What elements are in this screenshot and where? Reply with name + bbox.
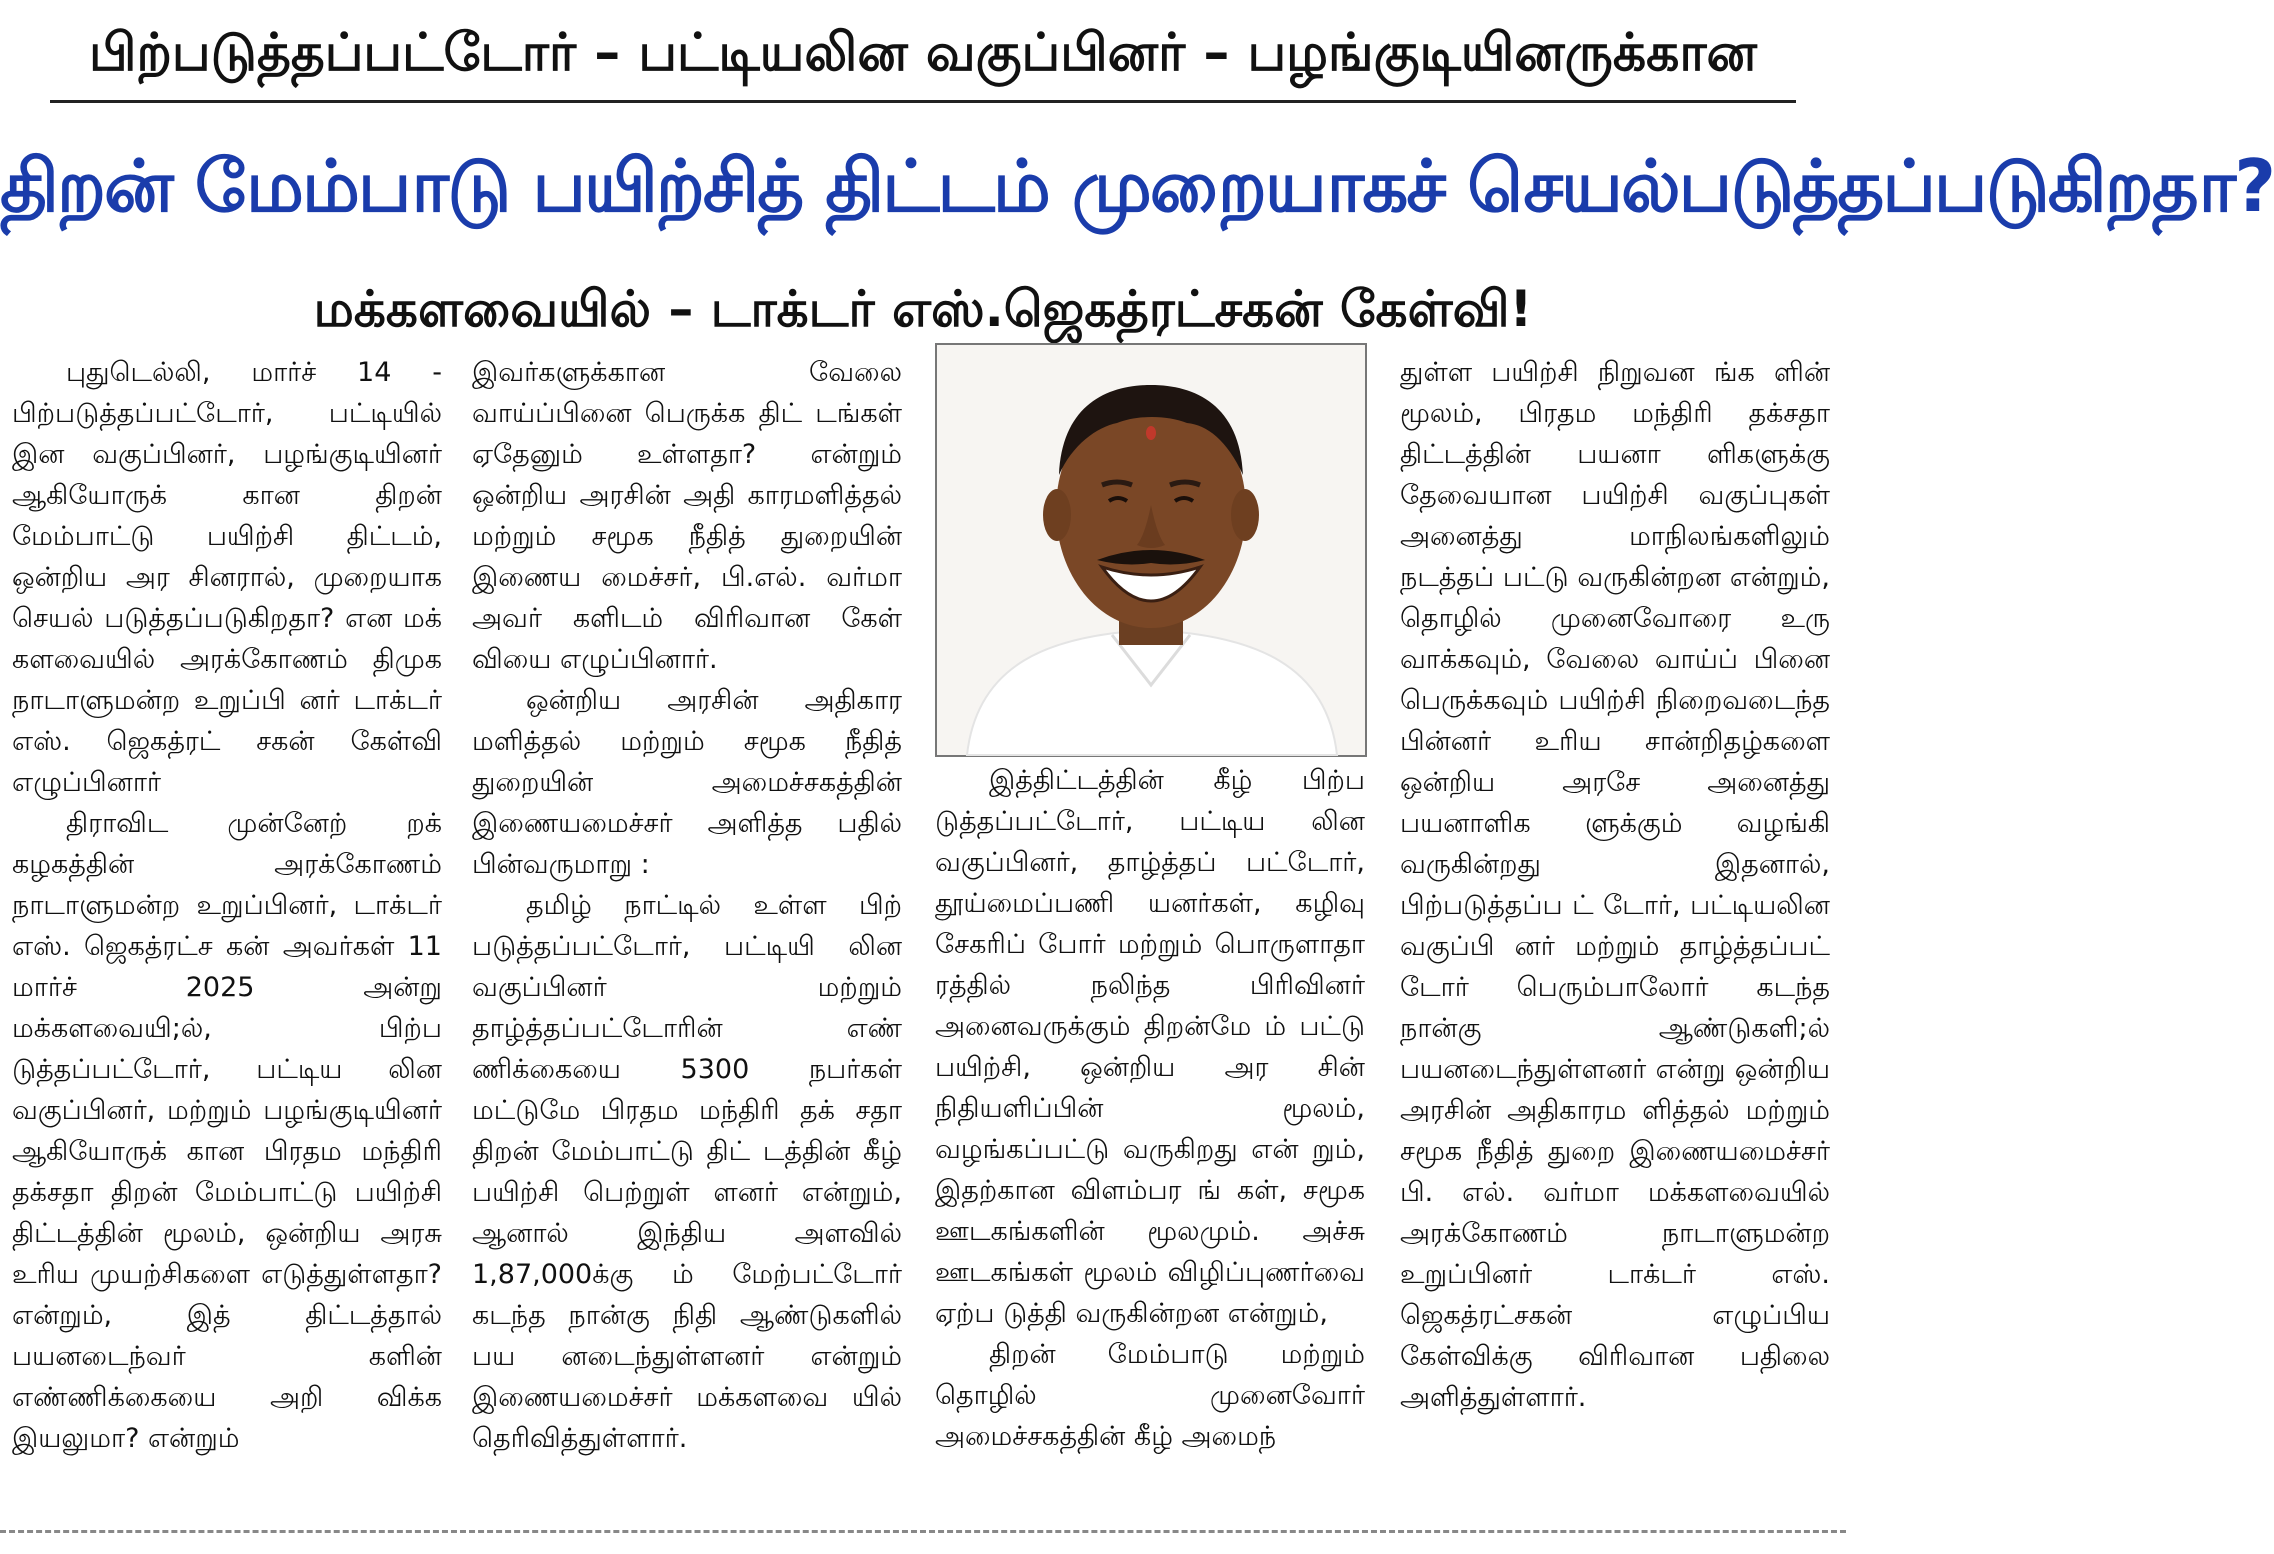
headline: திறன் மேம்பாடு பயிற்சித் திட்டம் முறையாகச் செயல்படுத்தப்படுகிறதா? — [0, 144, 2274, 228]
paragraph: புதுடெல்லி, மார்ச் 14 - பிற்படுத்தப்பட்டோர், பட்டியில் இன வகுப்பினர், பழங்குடியினர் ஆகியோருக் கான திறன் மேம்பாட்டு பயிற்சி திட்டம், ஒன்றிய அர சினரால், முறையாக செயல் படுத்தப்படுகிறதா? என மக் களவையில் அரக்கோணம் திமுக நாடாளுமன்ற உறுப்பி னர் டாக்டர் எஸ். ஜெகத்ரட் சகன் கேள்வி எழுப்பினார் — [12, 357, 442, 798]
bottom-dashed-divider — [0, 1530, 1846, 1533]
portrait-illustration — [937, 345, 1365, 755]
article-column-2 — [472, 352, 902, 1512]
paragraph: துள்ள பயிற்சி நிறுவன ங்க ளின் மூலம், பிரதம மந்திரி தக்சதா திட்டத்தின் பயனா ளிகளுக்கு தேவையான பயிற்சி வகுப்புகள் அனைத்து மாநிலங்களிலும் நடத்தப் பட்டு வருகின்றன என்றும், தொழில் முனைவோரை உரு வாக்கவும், வேலை வாய்ப் பினை பெருக்கவும் பயிற்சி நிறைவடைந்த பின்னர் உரிய சான்றிதழ்களை ஒன்றிய அரசே அனைத்து பயனாளிக ளுக்கும் வழங்கி வருகின்றது இதனால், பிற்படுத்தப்ப ட் டோர், பட்டியலின வகுப்பி னர் மற்றும் தாழ்த்தப்பட் டோர் பெரும்பாலோர் கடந்த நான்கு ஆண்டுகளி;ல் பயனடைந்துள்ளனர் என்று ஒன்றிய அரசின் அதிகாரம ளித்தல் மற்றும் சமூக நீதித் துறை இணையமைச்சர் பி. எல். வர்மா மக்களவையில் அரக்கோணம் நாடாளுமன்ற உறுப்பினர் டாக்டர் எஸ். ஜெகத்ரட்சகன் எழுப்பிய கேள்விக்கு விரிவான பதிலை அளித்துள்ளார். — [1400, 357, 1830, 1413]
paragraph: இத்திட்டத்தின் கீழ் பிற்ப டுத்தப்பட்டோர், பட்டிய லின வகுப்பினர், தாழ்த்தப் பட்டோர், தூய்மைப்பணி யனர்கள், கழிவு சேகரிப் போர் மற்றும் பொருளாதா ரத்தில் நலிந்த பிரிவினர் அனைவருக்கும் திறன்மே ம் பட்டு பயிற்சி, ஒன்றிய அர சின் நிதியளிப்பின் மூலம், வழங்கப்பட்டு வருகிறது என் றும், இதற்கான விளம்பர ங் கள், சமூக ஊடகங்களின் மூலமும். அச்சு ஊடகங்கள் மூலம் விழிப்புணர்வை ஏற்ப டுத்தி வருகின்றன என்றும், — [935, 765, 1365, 1329]
subheadline: மக்களவையில் – டாக்டர் எஸ்.ஜெகத்ரட்சகன் கேள்வி! — [313, 280, 1533, 338]
paragraph: திராவிட முன்னேற் றக் கழகத்தின் அரக்கோணம் நாடாளுமன்ற உறுப்பினர், டாக்டர் எஸ். ஜெகத்ரட்ச கன் அவர்கள் 11 மார்ச் 2025 அன்று மக்களவையி;ல், பிற்ப டுத்தப்பட்டோர், பட்டிய லின வகுப்பினர், மற்றும் பழங்குடியினர் ஆகியோருக் கான பிரதம மந்திரி தக்சதா திறன் மேம்பாட்டு பயிற்சி திட்டத்தின் மூலம், ஒன்றிய அரசு உரிய முயற்சிகளை எடுத்துள்ளதா? என்றும், இத் திட்டத்தால் பயனடைந்வர் களின் எண்ணிக்கையை அறி விக்க இயலுமா? என்றும் — [12, 808, 442, 1454]
paragraph: இவர்களுக்கான வேலை வாய்ப்பினை பெருக்க திட் டங்கள் ஏதேனும் உள்ளதா? என்றும் ஒன்றிய அரசின் அதி காரமளித்தல் மற்றும் சமூக நீதித் துறையின் இணைய மைச்சர், பி.எல். வர்மா அவர் களிடம் விரிவான கேள் வியை எழுப்பினார். — [472, 357, 902, 675]
paragraph: தமிழ் நாட்டில் உள்ள பிற் படுத்தப்பட்டோர், பட்டியி லின வகுப்பினர் மற்றும் தாழ்த்தப்பட்டோரின் எண் ணிக்கையை 5300 நபர்கள் மட்டுமே பிரதம மந்திரி தக் சதா திறன் மேம்பாட்டு திட் டத்தின் கீழ் பயிற்சி பெற்றுள் ளனர் என்றும், ஆனால் இந்திய அளவில் 1,87,000க்கு ம் மேற்பட்டோர் கடந்த நான்கு நிதி ஆண்டுகளில் பய னடைந்துள்ளனர் என்றும் இணையமைச்சர் மக்களவை யில் தெரிவித்துள்ளார். — [472, 890, 902, 1454]
kicker-divider — [50, 100, 1796, 103]
kicker-line: பிற்படுத்தப்பட்டோர் – பட்டியலின வகுப்பினர் – பழங்குடியினருக்கான — [89, 23, 1757, 83]
paragraph: திறன் மேம்பாடு மற்றும் தொழில் முனைவோர் அமைச்சகத்தின் கீழ் அமைந் — [935, 1339, 1365, 1452]
article-column-3 — [935, 760, 1365, 1535]
portrait-photo — [935, 343, 1367, 757]
paragraph: ஒன்றிய அரசின் அதிகார மளித்தல் மற்றும் சமூக நீதித் துறையின் அமைச்சகத்தின் இணையமைச்சர் அளித்த பதில் பின்வருமாறு : — [472, 685, 902, 880]
article-column-4 — [1400, 352, 1830, 1512]
article-column-1 — [12, 352, 442, 1512]
